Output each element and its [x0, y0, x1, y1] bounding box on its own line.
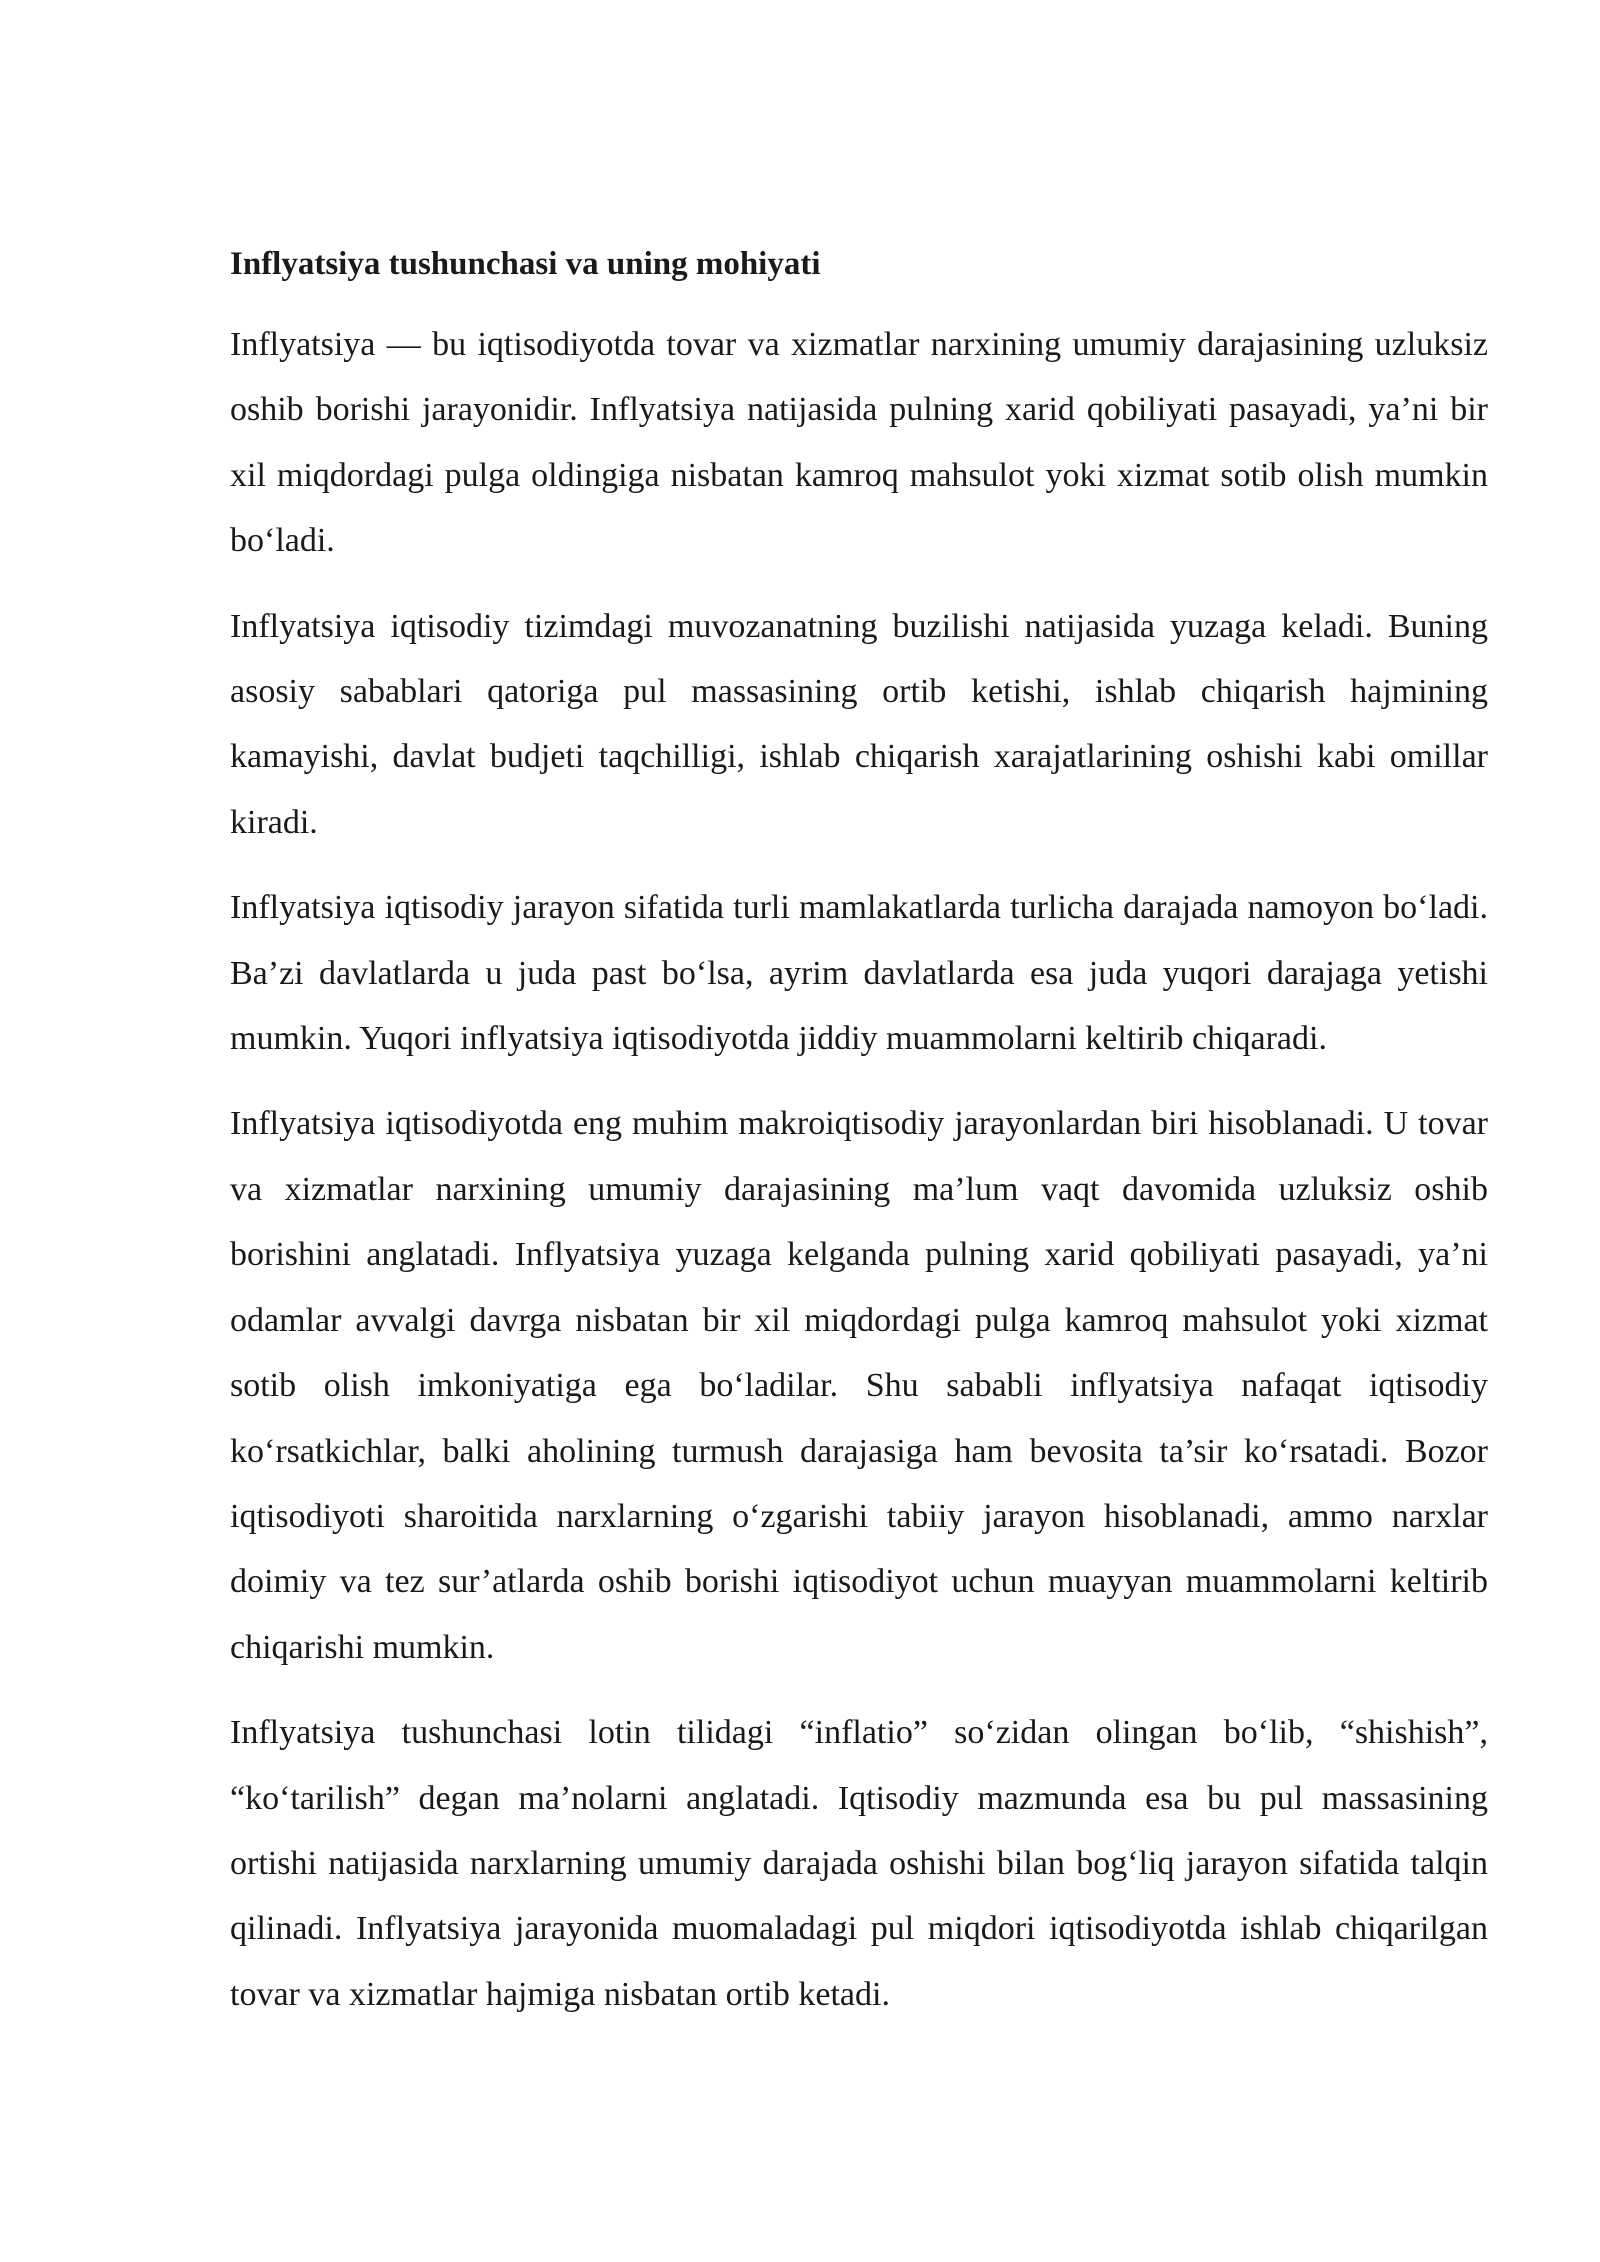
- paragraph-3: Inflyatsiya iqtisodiy jarayon sifatida turli mamlakatlarda turlicha darajada namoyon bo‘ladi. Ba’zi davlatlarda u juda past bo‘lsa, ayrim davlatlarda esa juda yuqori darajaga yetishi mumkin. Yuqori inflyatsiya iqtisodiyotda jiddiy muammolarni keltirib chiqaradi.: [230, 889, 1488, 1058]
- paragraph-5: Inflyatsiya tushunchasi lotin tilidagi “inflatio” so‘zidan olingan bo‘lib, “shishish”, “ko‘tarilish” degan ma’nolarni anglatadi. Iqtisodiy mazmunda esa bu pul massasining ortishi natijasida narxlarning umumiy darajada oshishi bilan bog‘liq jarayon sifatida talqin qilinadi. Inflyatsiya jarayonida muomaladagi pul miqdori iqtisodiyotda ishlab chiqarilgan tovar va xizmatlar hajmiga nisbatan ortib ketadi.: [230, 1714, 1488, 2013]
- paragraph-4: Inflyatsiya iqtisodiyotda eng muhim makroiqtisodiy jarayonlardan biri hisoblanadi. U tovar va xizmatlar narxining umumiy darajasining ma’lum vaqt davomida uzluksiz oshib borishini anglatadi. Inflyatsiya yuzaga kelganda pulning xarid qobiliyati pasayadi, ya’ni odamlar avvalgi davrga nisbatan bir xil miqdordagi pulga kamroq mahsulot yoki xizmat sotib olish imkoniyatiga ega bo‘ladilar. Shu sababli inflyatsiya nafaqat iqtisodiy ko‘rsatkichlar, balki aholining turmush darajasiga ham bevosita ta’sir ko‘rsatadi. Bozor iqtisodiyoti sharoitida narxlarning o‘zgarishi tabiiy jarayon hisoblanadi, ammo narxlar doimiy va tez sur’atlarda oshib borishi iqtisodiyot uchun muayyan muammolarni keltirib chiqarishi mumkin.: [230, 1105, 1488, 1666]
- document-title: Inflyatsiya tushunchasi va uning mohiyati: [230, 246, 821, 282]
- document-page: [230, 232, 1488, 2047]
- paragraph-2: Inflyatsiya iqtisodiy tizimdagi muvozanatning buzilishi natijasida yuzaga keladi. Buning asosiy sabablari qatoriga pul massasining ortib ketishi, ishlab chiqarish hajmining kamayishi, davlat budjeti taqchilligi, ishlab chiqarish xarajatlarining oshishi kabi omillar kiradi.: [230, 607, 1488, 841]
- paragraph-1: Inflyatsiya — bu iqtisodiyotda tovar va xizmatlar narxining umumiy darajasining uzluksiz oshib borishi jarayonidir. Inflyatsiya natijasida pulning xarid qobiliyati pasayadi, ya’ni bir xil miqdordagi pulga oldingiga nisbatan kamroq mahsulot yoki xizmat sotib olish mumkin bo‘ladi.: [230, 326, 1488, 560]
